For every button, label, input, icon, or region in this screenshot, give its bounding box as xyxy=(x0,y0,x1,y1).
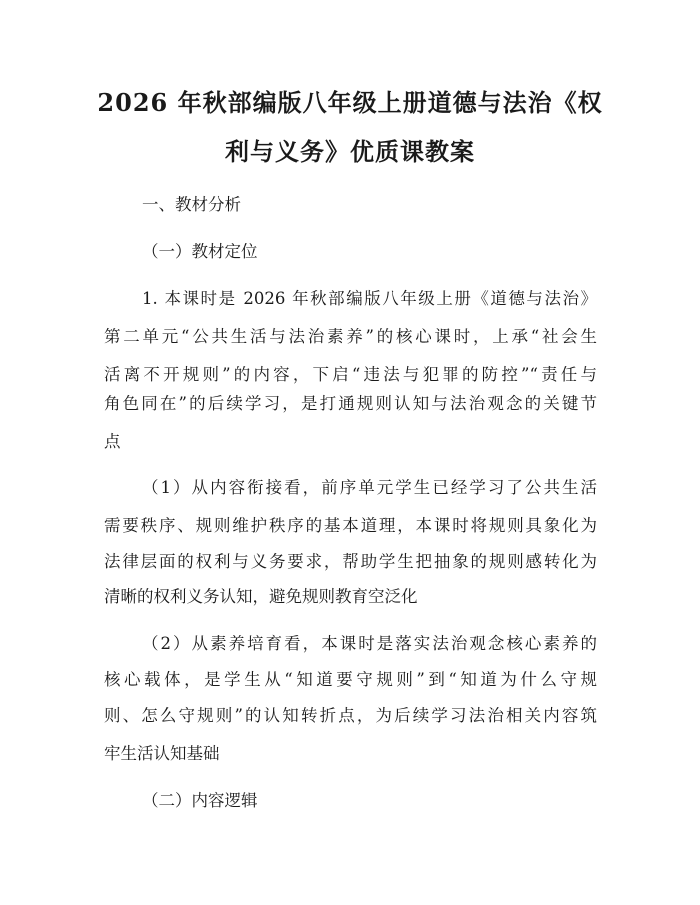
subsection-heading-content-logic: （二）内容逻辑 xyxy=(142,791,258,810)
paragraph-line: （2）从素养培育看，本课时是落实法治观念核心素养的 xyxy=(142,634,597,653)
paragraph-line: 则、怎么守规则”的认知转折点，为后续学习法治相关内容筑 xyxy=(104,706,597,725)
paragraph-line: 1. 本课时是 2026 年秋部编版八年级上册《道德与法治》 xyxy=(142,289,597,308)
paragraph-line: 牢生活认知基础 xyxy=(104,744,220,763)
document-title-line-2: 利与义务》优质课教案 xyxy=(225,137,475,166)
paragraph-line: 角色同在”的后续学习，是打通规则认知与法治观念的关键节 xyxy=(104,394,597,413)
paragraph-line: 清晰的权利义务认知，避免规则教育空泛化 xyxy=(104,587,418,606)
paragraph-line: （1）从内容衔接看，前序单元学生已经学习了公共生活 xyxy=(142,478,597,497)
paragraph-line: 需要秩序、规则维护秩序的基本道理，本课时将规则具象化为 xyxy=(104,516,597,535)
paragraph-line: 核心载体，是学生从“知道要守规则”到“知道为什么守规 xyxy=(104,670,597,689)
paragraph-line: 法律层面的权利与义务要求，帮助学生把抽象的规则感转化为 xyxy=(104,552,597,571)
section-heading-textbook-analysis: 一、教材分析 xyxy=(142,195,241,214)
paragraph-line: 点 xyxy=(104,432,121,451)
document-title-line-1: 2026 年秋部编版八年级上册道德与法治《权 xyxy=(97,88,603,117)
subsection-heading-positioning: （一）教材定位 xyxy=(142,242,258,261)
paragraph-line: 活离不开规则”的内容，下启“违法与犯罪的防控”“责任与 xyxy=(104,365,597,384)
paragraph-line: 第二单元“公共生活与法治素养”的核心课时，上承“社会生 xyxy=(104,327,597,346)
